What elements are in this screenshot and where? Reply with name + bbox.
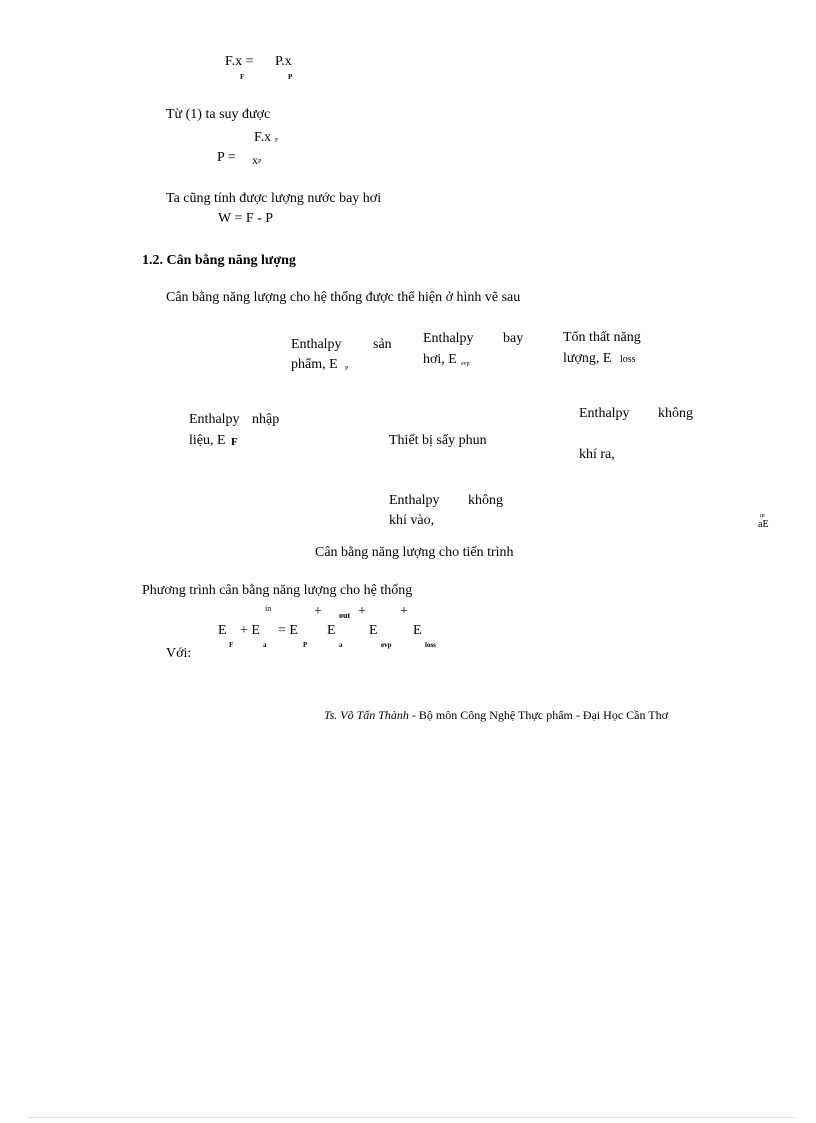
air-in-label-3: khí vào, bbox=[389, 513, 435, 528]
balance-sub-loss: loss bbox=[425, 641, 436, 649]
evap-sub: evp bbox=[461, 361, 470, 367]
page-footer bbox=[324, 709, 668, 721]
balance-sub-a1: a bbox=[263, 641, 267, 649]
dryer-label: Thiết bị sấy phun bbox=[389, 433, 487, 448]
balance-sub-f: F bbox=[229, 641, 234, 649]
balance-sub-a2: a bbox=[339, 641, 343, 649]
product-sub: P bbox=[345, 366, 349, 372]
balance-top-in: in bbox=[265, 604, 272, 613]
diagram-caption: Cân bằng năng lượng cho tiến trình bbox=[315, 545, 514, 560]
air-out-label-3: khí ra, bbox=[579, 447, 615, 462]
evap-label-1: Enthalpy bbox=[423, 331, 474, 346]
balance-top-plus-2: + bbox=[358, 604, 366, 619]
page-bottom-border bbox=[28, 1117, 796, 1118]
balance-e-3: = E bbox=[278, 623, 298, 638]
footer-author: Ts. Võ Tấn Thành bbox=[324, 708, 409, 722]
eq2-den-sub: P bbox=[258, 159, 262, 165]
balance-sub-p: P bbox=[303, 641, 308, 649]
balance-e-4: E bbox=[327, 623, 336, 638]
loss-sub: loss bbox=[620, 354, 636, 365]
balance-sub-evp: evp bbox=[381, 641, 392, 649]
eq2-denominator: x bbox=[252, 153, 258, 167]
text-voi: Với: bbox=[166, 646, 192, 661]
section-heading: 1.2. Cân bằng năng lượng bbox=[142, 253, 296, 268]
loss-label-1: Tổn thất năng bbox=[563, 330, 641, 345]
feed-label-1: Enthalpy bbox=[189, 412, 240, 427]
feed-label-3: liệu, E bbox=[189, 433, 226, 448]
loss-label-2: lượng, E bbox=[563, 351, 612, 366]
stray-ae: aE bbox=[758, 519, 769, 530]
eq2-numerator: F.x bbox=[254, 130, 272, 145]
balance-top-plus-1: + bbox=[314, 604, 322, 619]
balance-e-2: + E bbox=[240, 623, 260, 638]
evap-label-2: bay bbox=[503, 331, 524, 346]
air-in-label-2: không bbox=[468, 493, 503, 508]
balance-e-6: E bbox=[413, 623, 422, 638]
eq1-rhs: P.x bbox=[275, 54, 292, 69]
eq2-num-sub: F bbox=[275, 138, 279, 144]
footer-institution: - Bộ môn Công Nghệ Thực phẩm - Đại Học Cần Thơ bbox=[408, 708, 668, 722]
eq1-sub-f: F bbox=[240, 73, 245, 81]
air-out-label-2: không bbox=[658, 406, 693, 421]
balance-top-out: out bbox=[339, 611, 351, 620]
product-label-3: phẩm, E bbox=[291, 357, 338, 372]
evap-label-3: hơi, E bbox=[423, 352, 457, 367]
air-out-label-1: Enthalpy bbox=[579, 406, 630, 421]
eq1-lhs: F.x = bbox=[225, 54, 254, 69]
feed-label-2: nhập bbox=[252, 412, 280, 427]
eq1-sub-p: P bbox=[288, 73, 293, 81]
balance-top-plus-3: + bbox=[400, 604, 408, 619]
balance-intro: Phương trình cân bằng năng lượng cho hệ thống bbox=[142, 583, 413, 598]
air-in-label-1: Enthalpy bbox=[389, 493, 440, 508]
intro-text: Cân bằng năng lượng cho hệ thống được thể hiện ở hình vẽ sau bbox=[166, 290, 521, 305]
text-tu: Từ (1) ta suy được bbox=[166, 107, 271, 122]
balance-e-5: E bbox=[369, 623, 378, 638]
stray-in: in bbox=[760, 513, 765, 519]
product-label-1: Enthalpy bbox=[291, 337, 342, 352]
product-label-2: sản bbox=[373, 337, 392, 352]
eq2-p-equals: P = bbox=[217, 150, 236, 165]
eq3: W = F - P bbox=[218, 211, 274, 226]
text-ta: Ta cũng tính được lượng nước bay hơi bbox=[166, 191, 382, 206]
balance-e-1: E bbox=[218, 623, 227, 638]
feed-sub: F bbox=[231, 436, 238, 448]
